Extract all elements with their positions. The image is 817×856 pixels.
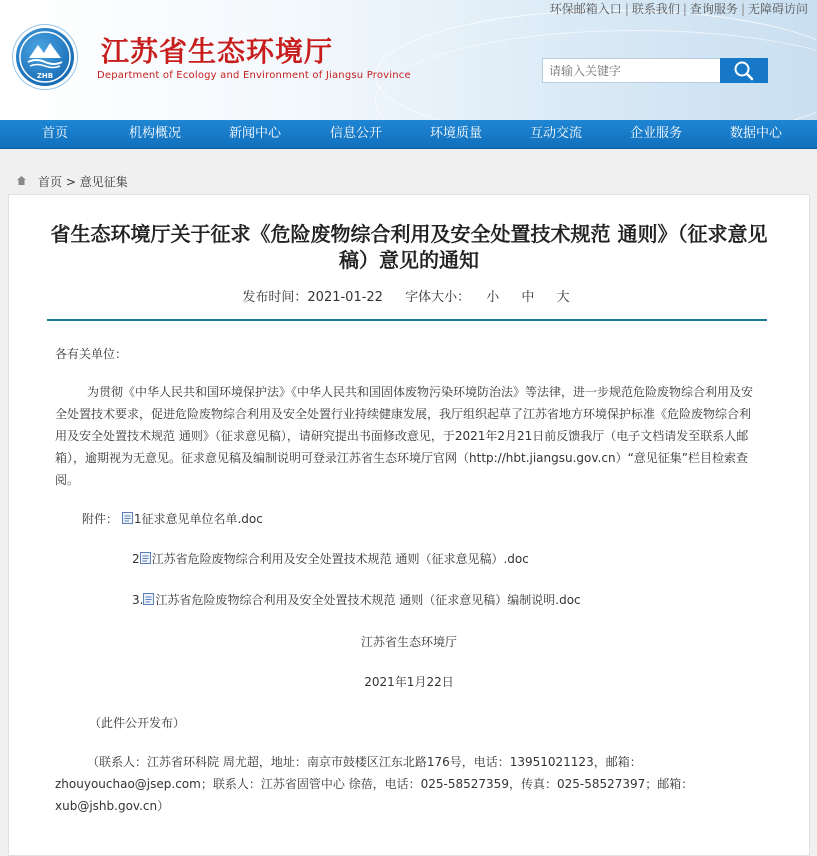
search-icon xyxy=(720,58,768,83)
svg-text:ZHB: ZHB xyxy=(36,72,54,80)
search-input[interactable] xyxy=(542,58,722,83)
publish-date: 2021-01-22 xyxy=(307,290,383,305)
font-size-large[interactable]: 大 xyxy=(556,290,570,305)
signature-date: 2021年1月22日 xyxy=(364,675,454,689)
nav-item-home[interactable]: 首页 xyxy=(42,126,69,141)
salutation: 各有关单位： xyxy=(55,347,128,361)
top-link-contact[interactable]: 联系我们 xyxy=(631,2,680,16)
public-note: （此件公开发布） xyxy=(89,716,186,730)
attachment-link-2[interactable]: 江苏省危险废物综合利用及安全处置技术规范 通则（征求意见稿）.doc xyxy=(151,552,529,566)
breadcrumb xyxy=(0,171,817,191)
main-nav xyxy=(0,120,817,149)
site-header xyxy=(0,0,817,120)
font-size-label: 字体大小： xyxy=(405,290,471,305)
doc-file-icon xyxy=(143,593,154,605)
nav-item-news[interactable]: 新闻中心 xyxy=(229,126,282,141)
attachment-row-1 xyxy=(82,510,263,527)
nav-item-enterprise[interactable]: 企业服务 xyxy=(630,126,683,141)
breadcrumb-separator: > xyxy=(65,175,76,189)
article-meta xyxy=(9,286,809,305)
attachment-row-2 xyxy=(132,550,529,567)
nav-item-data-center[interactable]: 数据中心 xyxy=(730,126,783,141)
nav-item-disclosure[interactable]: 信息公开 xyxy=(330,126,383,141)
site-title-en: Department of Ecology and Environment of Jiangsu Province xyxy=(97,70,411,81)
attachment-link-1[interactable]: 1征求意见单位名单.doc xyxy=(133,512,263,526)
top-link-email[interactable]: 环保邮箱入口 xyxy=(549,2,622,16)
doc-file-icon xyxy=(140,552,151,564)
search-box xyxy=(542,58,767,83)
article-body: 为贯彻《中华人民共和国环境保护法》《中华人民共和国固体废物污染环境防治法》等法律，进一步规范危险废物综合利用及安全处置技术要求，促进危险废物综合利用及安全处置行业持续健康发展，我厅组织起草了江苏省地方环境保护标准《危险废物综合利用及安全处置技术规范 通则》（征求意见稿），请研究提出书面修改意见，于2021年2月21日前反馈我厅（电子文档请发至联系人邮箱），逾期视为无意见。征求意见稿及编制说明可登录江苏省生态环境厅官网（http://hbt.jiangsu.gov.cn）“意见征集”栏目检索查阅。 xyxy=(55,385,754,487)
nav-item-organization[interactable]: 机构概况 xyxy=(129,126,182,141)
font-size-small[interactable]: 小 xyxy=(486,290,500,305)
title-divider xyxy=(47,319,767,321)
breadcrumb-current[interactable]: 意见征集 xyxy=(79,175,128,189)
article-container xyxy=(8,194,810,856)
attachment-link-3[interactable]: 江苏省危险废物综合利用及安全处置技术规范 通则（征求意见稿）编制说明.doc xyxy=(155,593,581,607)
nav-item-environment-quality[interactable]: 环境质量 xyxy=(430,126,483,141)
top-link-query[interactable]: 查询服务 xyxy=(689,2,738,16)
attachment-prefix-3: 3. xyxy=(132,593,144,607)
contact-info: （联系人：江苏省环科院 周尤超，地址：南京市鼓楼区江东北路176号，电话：13951021123，邮箱：zhouyouchao@jsep.com；联系人：江苏省固管中心 徐蓓，电话：025-58527359，传真：025-58527397；邮箱：xub@jshb.gov.cn） xyxy=(55,755,694,813)
nav-item-interaction[interactable]: 互动交流 xyxy=(530,126,583,141)
site-title[interactable]: 江苏省生态环境厅 xyxy=(101,35,334,68)
attachment-prefix-2: 2 xyxy=(132,552,140,566)
attachments-label: 附件： xyxy=(82,512,119,526)
top-links: 环保邮箱入口 | 联系我们 | 查询服务 | 无障碍访问 xyxy=(549,2,808,16)
logo-emblem-icon xyxy=(16,28,74,86)
publish-label: 发布时间： xyxy=(242,290,308,305)
top-link-accessibility[interactable]: 无障碍访问 xyxy=(747,2,808,16)
doc-file-icon xyxy=(122,512,133,524)
search-button[interactable] xyxy=(720,58,768,83)
attachment-row-3 xyxy=(132,591,581,608)
article-title: 省生态环境厅关于征求《危险废物综合利用及安全处置技术规范 通则》（征求意见稿）意见的通知 xyxy=(50,222,768,272)
breadcrumb-home[interactable]: 首页 xyxy=(38,175,63,189)
signature: 江苏省生态环境厅 xyxy=(360,635,457,649)
font-size-medium[interactable]: 中 xyxy=(521,290,535,305)
home-icon xyxy=(16,175,27,186)
site-logo[interactable] xyxy=(16,28,74,86)
